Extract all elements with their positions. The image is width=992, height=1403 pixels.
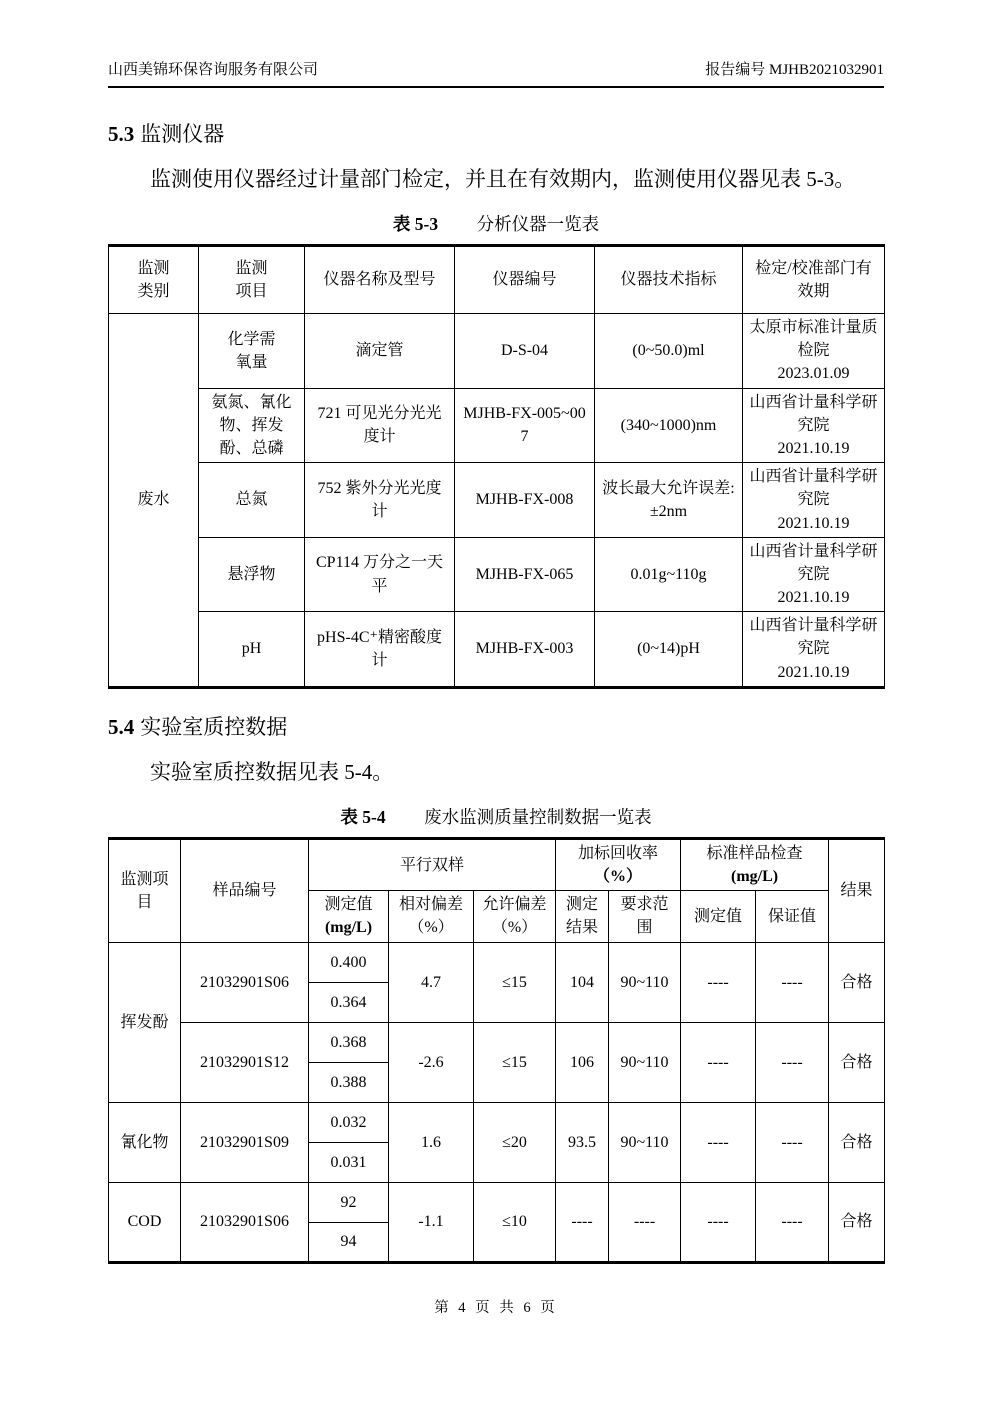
column-header: 要求范围 bbox=[609, 891, 681, 942]
std-certified-cell: ---- bbox=[756, 1022, 829, 1102]
section-5-3-paragraph: 监测使用仪器经过计量部门检定，并且在有效期内，监测使用仪器见表 5-3。 bbox=[150, 167, 856, 191]
column-header: 允许偏差（%） bbox=[474, 891, 556, 942]
section-title: 实验室质控数据 bbox=[140, 714, 288, 739]
instrument-number-cell: MJHB-FX-065 bbox=[455, 537, 595, 612]
instrument-cell: 752 紫外分光光度计 bbox=[305, 463, 455, 538]
spike-result-cell: 104 bbox=[556, 942, 609, 1022]
report-number: 报告编号 MJHB2021032901 bbox=[705, 62, 884, 78]
column-header: 保证值 bbox=[756, 891, 829, 942]
section-number: 5.4 bbox=[108, 714, 135, 739]
relative-deviation-cell: -1.1 bbox=[389, 1182, 474, 1262]
column-header: 测定值 bbox=[681, 891, 756, 942]
relative-deviation-cell: -2.6 bbox=[389, 1022, 474, 1102]
column-header: 测定值 (mg/L) bbox=[309, 891, 389, 942]
table-5-3-caption bbox=[108, 211, 884, 236]
spike-range-cell: ---- bbox=[609, 1182, 681, 1262]
authority-name: 山西省计量科学研究院 bbox=[749, 542, 878, 583]
column-header: 结果 bbox=[829, 838, 885, 942]
spike-range-cell: 90~110 bbox=[609, 1022, 681, 1102]
allowed-deviation-cell: ≤15 bbox=[474, 1022, 556, 1102]
std-certified-cell: ---- bbox=[756, 1182, 829, 1262]
instrument-cell: 721 可见光分光光度计 bbox=[305, 388, 455, 463]
item-cell: COD bbox=[109, 1182, 181, 1262]
qc-data-table bbox=[108, 837, 885, 1264]
column-header: 仪器名称及型号 bbox=[305, 246, 455, 314]
instrument-cell: 滴定管 bbox=[305, 314, 455, 389]
valid-date: 2021.10.19 bbox=[777, 514, 850, 532]
authority-cell bbox=[743, 388, 885, 463]
table-row bbox=[109, 1102, 885, 1142]
measured-value-cell: 0.400 bbox=[309, 942, 389, 982]
item-cell: 悬浮物 bbox=[199, 537, 305, 612]
sample-id-cell: 21032901S06 bbox=[181, 1182, 309, 1262]
column-header: 监测项目 bbox=[109, 838, 181, 942]
page-number: 第 4 页 共 6 页 bbox=[434, 1299, 558, 1316]
spike-result-cell: 106 bbox=[556, 1022, 609, 1102]
std-measured-cell: ---- bbox=[681, 1102, 756, 1182]
item-cell: 化学需氧量 bbox=[199, 314, 305, 389]
section-5-4-paragraph: 实验室质控数据见表 5-4。 bbox=[150, 759, 394, 784]
spike-result-cell: ---- bbox=[556, 1182, 609, 1262]
instrument-number-cell: MJHB-FX-005~007 bbox=[455, 388, 595, 463]
section-number: 5.3 bbox=[108, 122, 135, 146]
result-cell: 合格 bbox=[829, 942, 885, 1022]
report-page bbox=[108, 0, 884, 1317]
table-header-row bbox=[109, 838, 885, 890]
measured-value-cell: 0.364 bbox=[309, 982, 389, 1022]
column-header: 监测类别 bbox=[109, 246, 199, 314]
sample-id-cell: 21032901S09 bbox=[181, 1102, 309, 1182]
authority-cell bbox=[743, 537, 885, 612]
spec-cell: 0.01g~110g bbox=[595, 537, 743, 612]
table-row bbox=[109, 1022, 885, 1062]
column-header: 加标回收率 （%） bbox=[556, 838, 681, 890]
analysis-instruments-table bbox=[108, 244, 885, 689]
category-cell: 废水 bbox=[109, 314, 199, 688]
std-certified-cell: ---- bbox=[756, 1102, 829, 1182]
instrument-cell: pHS-4C⁺精密酸度计 bbox=[305, 612, 455, 688]
authority-cell bbox=[743, 314, 885, 389]
valid-date: 2021.10.19 bbox=[777, 439, 850, 457]
allowed-deviation-cell: ≤15 bbox=[474, 942, 556, 1022]
spec-cell: (0~50.0)ml bbox=[595, 314, 743, 389]
column-header: 标准样品检查 (mg/L) bbox=[681, 838, 829, 890]
caption-prefix: 表 5-3 bbox=[392, 214, 439, 235]
measured-value-cell: 92 bbox=[309, 1182, 389, 1222]
std-certified-cell: ---- bbox=[756, 942, 829, 1022]
column-header: 平行双样 bbox=[309, 838, 556, 890]
result-cell: 合格 bbox=[829, 1022, 885, 1102]
authority-name: 山西省计量科学研究院 bbox=[749, 393, 878, 434]
table-row bbox=[109, 942, 885, 982]
spike-range-cell: 90~110 bbox=[609, 942, 681, 1022]
instrument-number-cell: MJHB-FX-003 bbox=[455, 612, 595, 688]
section-5-3-heading bbox=[108, 118, 884, 148]
table-row bbox=[109, 537, 885, 612]
result-cell: 合格 bbox=[829, 1102, 885, 1182]
result-cell: 合格 bbox=[829, 1182, 885, 1262]
sample-id-cell: 21032901S06 bbox=[181, 942, 309, 1022]
authority-cell bbox=[743, 463, 885, 538]
instrument-number-cell: MJHB-FX-008 bbox=[455, 463, 595, 538]
measured-value-cell: 0.031 bbox=[309, 1142, 389, 1182]
std-measured-cell: ---- bbox=[681, 942, 756, 1022]
authority-name: 山西省计量科学研究院 bbox=[749, 617, 878, 658]
spike-result-cell: 93.5 bbox=[556, 1102, 609, 1182]
column-header: 测定结果 bbox=[556, 891, 609, 942]
authority-name: 山西省计量科学研究院 bbox=[749, 468, 878, 509]
table-row bbox=[109, 463, 885, 538]
page-header bbox=[108, 58, 884, 88]
allowed-deviation-cell: ≤10 bbox=[474, 1182, 556, 1262]
caption-title: 废水监测质量控制数据一览表 bbox=[424, 806, 652, 827]
spec-cell: (0~14)pH bbox=[595, 612, 743, 688]
measured-value-cell: 0.368 bbox=[309, 1022, 389, 1062]
column-header: 样品编号 bbox=[181, 838, 309, 942]
column-header: 监测项目 bbox=[199, 246, 305, 314]
instrument-number-cell: D-S-04 bbox=[455, 314, 595, 389]
table-header-row bbox=[109, 246, 885, 314]
authority-name: 太原市标准计量质检院 bbox=[749, 319, 878, 360]
authority-cell bbox=[743, 612, 885, 688]
column-header: 检定/校准部门有效期 bbox=[743, 246, 885, 314]
allowed-deviation-cell: ≤20 bbox=[474, 1102, 556, 1182]
std-measured-cell: ---- bbox=[681, 1182, 756, 1262]
section-5-4-heading bbox=[108, 711, 884, 741]
column-header: 仪器编号 bbox=[455, 246, 595, 314]
std-measured-cell: ---- bbox=[681, 1022, 756, 1102]
column-header: 相对偏差（%） bbox=[389, 891, 474, 942]
table-row bbox=[109, 1182, 885, 1222]
table-row bbox=[109, 612, 885, 688]
measured-value-cell: 0.032 bbox=[309, 1102, 389, 1142]
measured-value-cell: 94 bbox=[309, 1222, 389, 1262]
sample-id-cell: 21032901S12 bbox=[181, 1022, 309, 1102]
table-5-4-caption bbox=[108, 804, 884, 829]
caption-prefix: 表 5-4 bbox=[340, 806, 386, 827]
measured-value-cell: 0.388 bbox=[309, 1062, 389, 1102]
valid-date: 2021.10.19 bbox=[777, 589, 850, 607]
item-cell: 氨氮、氰化物、挥发酚、总磷 bbox=[199, 388, 305, 463]
table-row bbox=[109, 388, 885, 463]
instrument-cell: CP114 万分之一天平 bbox=[305, 537, 455, 612]
table-row bbox=[109, 314, 885, 389]
spike-range-cell: 90~110 bbox=[609, 1102, 681, 1182]
valid-date: 2021.10.19 bbox=[777, 663, 850, 681]
relative-deviation-cell: 4.7 bbox=[389, 942, 474, 1022]
company-name: 山西美锦环保咨询服务有限公司 bbox=[108, 62, 319, 78]
item-cell: 总氮 bbox=[199, 463, 305, 538]
item-cell: 挥发酚 bbox=[109, 942, 181, 1102]
page-footer bbox=[108, 1296, 884, 1317]
relative-deviation-cell: 1.6 bbox=[389, 1102, 474, 1182]
section-title: 监测仪器 bbox=[140, 122, 225, 146]
spec-cell: 波长最大允许误差: ±2nm bbox=[595, 463, 743, 538]
item-cell: 氰化物 bbox=[109, 1102, 181, 1182]
caption-title: 分析仪器一览表 bbox=[476, 214, 600, 235]
column-header: 仪器技术指标 bbox=[595, 246, 743, 314]
valid-date: 2023.01.09 bbox=[777, 365, 850, 383]
item-cell: pH bbox=[199, 612, 305, 688]
spec-cell: (340~1000)nm bbox=[595, 388, 743, 463]
